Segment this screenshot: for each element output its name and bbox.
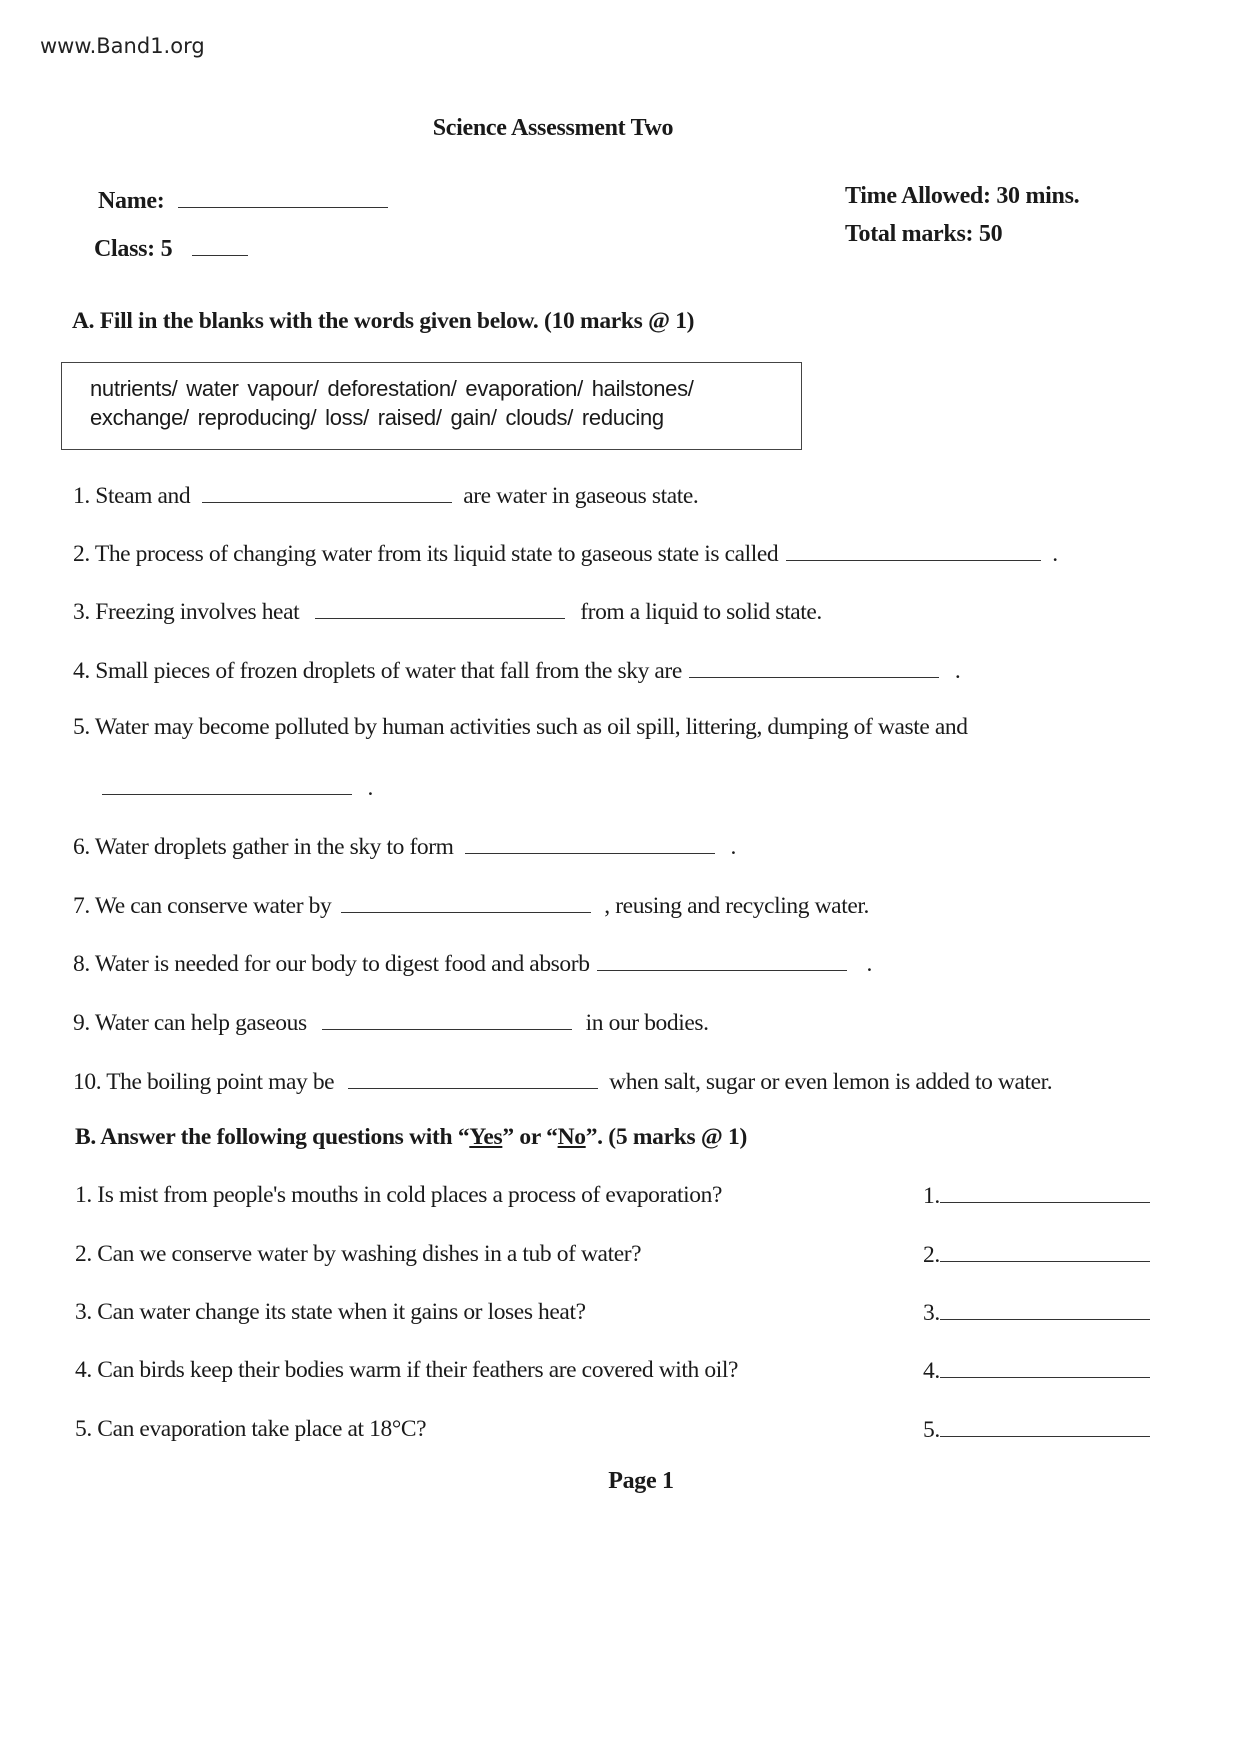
answer-number: 3.	[923, 1300, 940, 1326]
answer-blank[interactable]	[786, 538, 1041, 561]
question-text: 1. Steam and	[73, 483, 191, 509]
answer-blank[interactable]	[940, 1241, 1150, 1262]
answer-blank[interactable]	[940, 1357, 1150, 1378]
heading-text: B. Answer the following questions with “	[75, 1124, 470, 1150]
answer-b5	[923, 1416, 1150, 1444]
question-a5: 5. Water may become polluted by human activities such as oil spill, littering, dumping of waste and	[73, 714, 968, 740]
question-text: 9. Water can help gaseous	[73, 1010, 307, 1036]
no-word: No	[557, 1124, 586, 1150]
word-bank-box	[61, 362, 802, 450]
question-text: .	[1052, 541, 1058, 567]
question-a9	[73, 1007, 709, 1037]
name-field[interactable]	[178, 185, 388, 208]
question-text: 7. We can conserve water by	[73, 893, 332, 919]
answer-b2	[923, 1241, 1150, 1269]
question-text: in our bodies.	[585, 1010, 709, 1036]
answer-number: 4.	[923, 1358, 940, 1384]
class-label: Class: 5	[94, 236, 173, 262]
page-title: Science Assessment Two	[432, 115, 674, 141]
question-b1: 1. Is mist from people's mouths in cold places a process of evaporation?	[75, 1182, 722, 1208]
question-a1	[73, 480, 698, 510]
word-bank-line: nutrients/ water vapour/ deforestation/ evaporation/ hailstones/	[90, 376, 694, 401]
question-b4: 4. Can birds keep their bodies warm if their feathers are covered with oil?	[75, 1357, 738, 1383]
answer-blank[interactable]	[940, 1416, 1150, 1437]
answer-blank[interactable]	[940, 1299, 1150, 1320]
answer-number: 5.	[923, 1417, 940, 1443]
question-text: , reusing and recycling water.	[604, 893, 869, 919]
question-b2: 2. Can we conserve water by washing dishes in a tub of water?	[75, 1241, 642, 1267]
yes-word: Yes	[469, 1124, 503, 1150]
name-label: Name:	[98, 188, 165, 214]
answer-b1	[923, 1182, 1150, 1210]
question-b3: 3. Can water change its state when it gains or loses heat?	[75, 1299, 586, 1325]
question-text: .	[954, 658, 961, 684]
answer-blank[interactable]	[597, 948, 847, 971]
name-row	[98, 185, 388, 215]
question-a8	[73, 948, 872, 978]
answer-blank[interactable]	[341, 890, 591, 913]
class-row	[94, 225, 248, 263]
answer-blank[interactable]	[940, 1182, 1150, 1203]
question-text: .	[866, 951, 873, 977]
word-bank-line: exchange/ reproducing/ loss/ raised/ gain/ clouds/ reducing	[90, 405, 664, 430]
section-b-heading	[75, 1124, 747, 1151]
answer-blank[interactable]	[202, 480, 452, 503]
question-b5: 5. Can evaporation take place at 18°C?	[75, 1416, 427, 1442]
question-a2	[73, 538, 1058, 568]
answer-blank[interactable]	[348, 1066, 598, 1089]
question-a7	[73, 890, 869, 920]
question-text: when salt, sugar or even lemon is added to water.	[609, 1069, 1053, 1095]
question-text: are water in gaseous state.	[463, 483, 699, 509]
time-allowed: Time Allowed: 30 mins.	[845, 183, 1080, 209]
question-text: .	[730, 834, 736, 860]
answer-blank[interactable]	[322, 1007, 572, 1030]
question-text: 10. The boiling point may be	[73, 1069, 335, 1095]
question-a4	[73, 655, 960, 685]
heading-text: ”. (5 marks @ 1)	[585, 1124, 748, 1150]
question-a6	[73, 831, 736, 861]
total-marks: Total marks: 50	[845, 221, 1003, 247]
site-watermark: www.Band1.org	[40, 34, 205, 58]
question-text: 6. Water droplets gather in the sky to form	[73, 834, 454, 860]
class-field[interactable]	[192, 225, 248, 256]
section-a-heading: A. Fill in the blanks with the words given below. (10 marks @ 1)	[72, 308, 695, 334]
answer-blank[interactable]	[315, 596, 565, 619]
answer-blank[interactable]	[102, 772, 352, 795]
question-text: 2. The process of changing water from its liquid state to gaseous state is called	[73, 541, 779, 567]
question-text: 4. Small pieces of frozen droplets of water that fall from the sky are	[73, 658, 682, 684]
question-text: from a liquid to solid state.	[580, 599, 822, 625]
answer-blank[interactable]	[689, 655, 939, 678]
question-text: 3. Freezing involves heat	[73, 599, 300, 625]
answer-blank[interactable]	[465, 831, 715, 854]
page-number: Page 1	[608, 1468, 674, 1494]
answer-b4	[923, 1357, 1150, 1385]
question-a5-blank-row	[102, 772, 373, 802]
answer-number: 2.	[923, 1242, 940, 1268]
question-a10	[73, 1066, 1052, 1096]
heading-text: ” or “	[502, 1124, 558, 1150]
answer-b3	[923, 1299, 1150, 1327]
question-a3	[73, 596, 822, 626]
answer-number: 1.	[923, 1183, 940, 1209]
question-text: .	[367, 775, 373, 801]
question-text: 8. Water is needed for our body to digest food and absorb	[73, 951, 590, 977]
